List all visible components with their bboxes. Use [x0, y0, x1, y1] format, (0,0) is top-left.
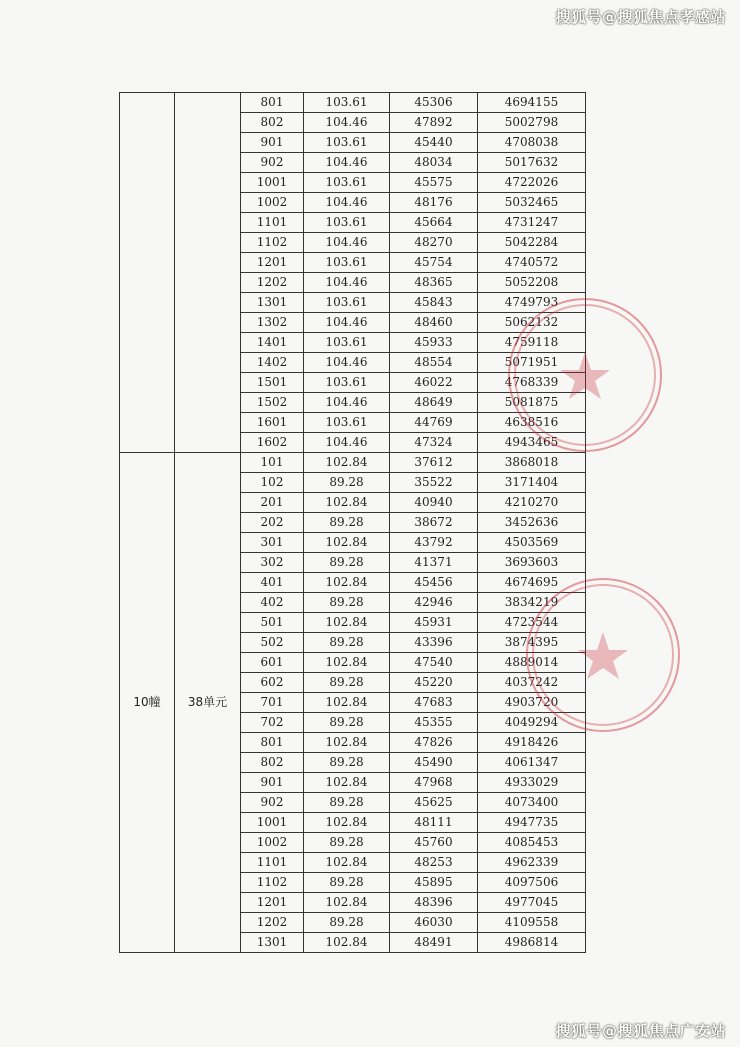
total-price-cell: 3868018 [478, 453, 586, 473]
area-cell: 104.46 [304, 233, 390, 253]
total-price-cell: 4049294 [478, 713, 586, 733]
total-price-cell: 4210270 [478, 493, 586, 513]
total-price-cell: 4986814 [478, 933, 586, 953]
area-cell: 102.84 [304, 653, 390, 673]
room-number-cell: 1401 [241, 333, 304, 353]
room-number-cell: 1202 [241, 913, 304, 933]
area-cell: 89.28 [304, 713, 390, 733]
room-number-cell: 1001 [241, 173, 304, 193]
unit-price-cell: 47324 [390, 433, 478, 453]
unit-price-cell: 38672 [390, 513, 478, 533]
total-price-cell: 4708038 [478, 133, 586, 153]
area-cell: 102.84 [304, 613, 390, 633]
total-price-cell: 4723544 [478, 613, 586, 633]
area-cell: 102.84 [304, 773, 390, 793]
total-price-cell: 4889014 [478, 653, 586, 673]
total-price-cell: 4722026 [478, 173, 586, 193]
unit-price-cell: 45760 [390, 833, 478, 853]
unit-price-cell: 41371 [390, 553, 478, 573]
area-cell: 89.28 [304, 753, 390, 773]
unit-price-cell: 45664 [390, 213, 478, 233]
unit-price-cell: 45440 [390, 133, 478, 153]
unit-price-cell: 40940 [390, 493, 478, 513]
unit-price-cell: 47683 [390, 693, 478, 713]
area-cell: 89.28 [304, 673, 390, 693]
area-cell: 102.84 [304, 453, 390, 473]
total-price-cell: 4731247 [478, 213, 586, 233]
unit-price-cell: 45625 [390, 793, 478, 813]
total-price-cell: 5081875 [478, 393, 586, 413]
area-cell: 103.61 [304, 333, 390, 353]
unit-price-cell: 35522 [390, 473, 478, 493]
total-price-cell: 4037242 [478, 673, 586, 693]
unit-price-cell: 48176 [390, 193, 478, 213]
total-price-cell: 3834219 [478, 593, 586, 613]
area-cell: 103.61 [304, 253, 390, 273]
total-price-cell: 4674695 [478, 573, 586, 593]
area-cell: 103.61 [304, 133, 390, 153]
room-number-cell: 1301 [241, 293, 304, 313]
room-number-cell: 1001 [241, 813, 304, 833]
unit-price-cell: 45355 [390, 713, 478, 733]
watermark-bottom: 搜狐号@搜狐焦点广安站 [555, 1022, 726, 1040]
unit-price-cell: 48554 [390, 353, 478, 373]
area-cell: 103.61 [304, 413, 390, 433]
unit-price-cell: 48460 [390, 313, 478, 333]
area-cell: 89.28 [304, 633, 390, 653]
room-number-cell: 902 [241, 153, 304, 173]
unit-price-cell: 45456 [390, 573, 478, 593]
unit-cell [175, 93, 241, 453]
unit-price-cell: 47892 [390, 113, 478, 133]
total-price-cell: 4977045 [478, 893, 586, 913]
total-price-cell: 4694155 [478, 93, 586, 113]
room-number-cell: 1002 [241, 193, 304, 213]
area-cell: 104.46 [304, 113, 390, 133]
area-cell: 102.84 [304, 533, 390, 553]
unit-price-cell: 48270 [390, 233, 478, 253]
room-number-cell: 902 [241, 793, 304, 813]
total-price-cell: 3171404 [478, 473, 586, 493]
unit-price-cell: 45220 [390, 673, 478, 693]
unit-cell: 38单元 [175, 453, 241, 953]
watermark-top: 搜狐号@搜狐焦点孝感站 [555, 8, 726, 26]
room-number-cell: 1501 [241, 373, 304, 393]
unit-price-cell: 48491 [390, 933, 478, 953]
total-price-cell: 4085453 [478, 833, 586, 853]
area-cell: 102.84 [304, 933, 390, 953]
unit-price-cell: 43396 [390, 633, 478, 653]
area-cell: 104.46 [304, 353, 390, 373]
area-cell: 104.46 [304, 313, 390, 333]
unit-price-cell: 48396 [390, 893, 478, 913]
room-number-cell: 1402 [241, 353, 304, 373]
area-cell: 102.84 [304, 573, 390, 593]
room-number-cell: 402 [241, 593, 304, 613]
room-number-cell: 1102 [241, 233, 304, 253]
area-cell: 89.28 [304, 473, 390, 493]
area-cell: 104.46 [304, 273, 390, 293]
room-number-cell: 102 [241, 473, 304, 493]
unit-price-cell: 45490 [390, 753, 478, 773]
unit-price-cell: 48365 [390, 273, 478, 293]
room-number-cell: 1202 [241, 273, 304, 293]
room-number-cell: 701 [241, 693, 304, 713]
total-price-cell: 4073400 [478, 793, 586, 813]
room-number-cell: 1101 [241, 213, 304, 233]
unit-price-cell: 45306 [390, 93, 478, 113]
total-price-cell: 5062132 [478, 313, 586, 333]
area-cell: 104.46 [304, 433, 390, 453]
room-number-cell: 1301 [241, 933, 304, 953]
room-number-cell: 1002 [241, 833, 304, 853]
total-price-cell: 4918426 [478, 733, 586, 753]
total-price-cell: 4759118 [478, 333, 586, 353]
total-price-cell: 4943465 [478, 433, 586, 453]
room-number-cell: 1102 [241, 873, 304, 893]
room-number-cell: 301 [241, 533, 304, 553]
building-cell [120, 93, 175, 453]
room-number-cell: 1602 [241, 433, 304, 453]
area-cell: 104.46 [304, 153, 390, 173]
area-cell: 89.28 [304, 873, 390, 893]
room-number-cell: 1502 [241, 393, 304, 413]
area-cell: 103.61 [304, 93, 390, 113]
room-number-cell: 802 [241, 753, 304, 773]
room-number-cell: 702 [241, 713, 304, 733]
room-number-cell: 901 [241, 773, 304, 793]
room-number-cell: 801 [241, 733, 304, 753]
room-number-cell: 602 [241, 673, 304, 693]
room-number-cell: 502 [241, 633, 304, 653]
area-cell: 102.84 [304, 813, 390, 833]
area-cell: 102.84 [304, 853, 390, 873]
table-row [120, 93, 595, 113]
total-price-cell: 4947735 [478, 813, 586, 833]
unit-price-cell: 47826 [390, 733, 478, 753]
total-price-cell: 5032465 [478, 193, 586, 213]
unit-price-cell: 45895 [390, 873, 478, 893]
area-cell: 103.61 [304, 213, 390, 233]
area-cell: 103.61 [304, 373, 390, 393]
room-number-cell: 1101 [241, 853, 304, 873]
area-cell: 104.46 [304, 393, 390, 413]
unit-price-cell: 44769 [390, 413, 478, 433]
area-cell: 102.84 [304, 493, 390, 513]
room-number-cell: 901 [241, 133, 304, 153]
area-cell: 103.61 [304, 173, 390, 193]
unit-price-cell: 48111 [390, 813, 478, 833]
area-cell: 89.28 [304, 833, 390, 853]
total-price-cell: 3874395 [478, 633, 586, 653]
total-price-cell: 4097506 [478, 873, 586, 893]
room-number-cell: 202 [241, 513, 304, 533]
total-price-cell: 5002798 [478, 113, 586, 133]
area-cell: 89.28 [304, 593, 390, 613]
room-number-cell: 1201 [241, 253, 304, 273]
room-number-cell: 601 [241, 653, 304, 673]
total-price-cell: 5052208 [478, 273, 586, 293]
total-price-cell: 5042284 [478, 233, 586, 253]
area-cell: 104.46 [304, 193, 390, 213]
price-table [119, 92, 595, 953]
unit-price-cell: 46022 [390, 373, 478, 393]
unit-price-cell: 48649 [390, 393, 478, 413]
total-price-cell: 4061347 [478, 753, 586, 773]
total-price-cell: 3452636 [478, 513, 586, 533]
total-price-cell: 4749793 [478, 293, 586, 313]
unit-price-cell: 45933 [390, 333, 478, 353]
room-number-cell: 401 [241, 573, 304, 593]
area-cell: 89.28 [304, 553, 390, 573]
room-number-cell: 1302 [241, 313, 304, 333]
total-price-cell: 5017632 [478, 153, 586, 173]
total-price-cell: 4503569 [478, 533, 586, 553]
total-price-cell: 4903720 [478, 693, 586, 713]
unit-price-cell: 45931 [390, 613, 478, 633]
total-price-cell: 4768339 [478, 373, 586, 393]
total-price-cell: 5071951 [478, 353, 586, 373]
unit-price-cell: 47540 [390, 653, 478, 673]
room-number-cell: 1201 [241, 893, 304, 913]
total-price-cell: 4109558 [478, 913, 586, 933]
room-number-cell: 201 [241, 493, 304, 513]
unit-price-cell: 43792 [390, 533, 478, 553]
building-cell: 10幢 [120, 453, 175, 953]
room-number-cell: 802 [241, 113, 304, 133]
unit-price-cell: 48034 [390, 153, 478, 173]
total-price-cell: 4933029 [478, 773, 586, 793]
area-cell: 102.84 [304, 693, 390, 713]
area-cell: 89.28 [304, 913, 390, 933]
total-price-cell: 4740572 [478, 253, 586, 273]
room-number-cell: 101 [241, 453, 304, 473]
unit-price-cell: 46030 [390, 913, 478, 933]
total-price-cell: 4962339 [478, 853, 586, 873]
unit-price-cell: 45754 [390, 253, 478, 273]
room-number-cell: 801 [241, 93, 304, 113]
area-cell: 89.28 [304, 513, 390, 533]
unit-price-cell: 48253 [390, 853, 478, 873]
table-row [120, 453, 595, 473]
room-number-cell: 1601 [241, 413, 304, 433]
area-cell: 102.84 [304, 733, 390, 753]
total-price-cell: 3693603 [478, 553, 586, 573]
unit-price-cell: 37612 [390, 453, 478, 473]
room-number-cell: 501 [241, 613, 304, 633]
unit-price-cell: 47968 [390, 773, 478, 793]
room-number-cell: 302 [241, 553, 304, 573]
unit-price-cell: 45575 [390, 173, 478, 193]
area-cell: 89.28 [304, 793, 390, 813]
area-cell: 102.84 [304, 893, 390, 913]
unit-price-cell: 45843 [390, 293, 478, 313]
total-price-cell: 4638516 [478, 413, 586, 433]
unit-price-cell: 42946 [390, 593, 478, 613]
area-cell: 103.61 [304, 293, 390, 313]
